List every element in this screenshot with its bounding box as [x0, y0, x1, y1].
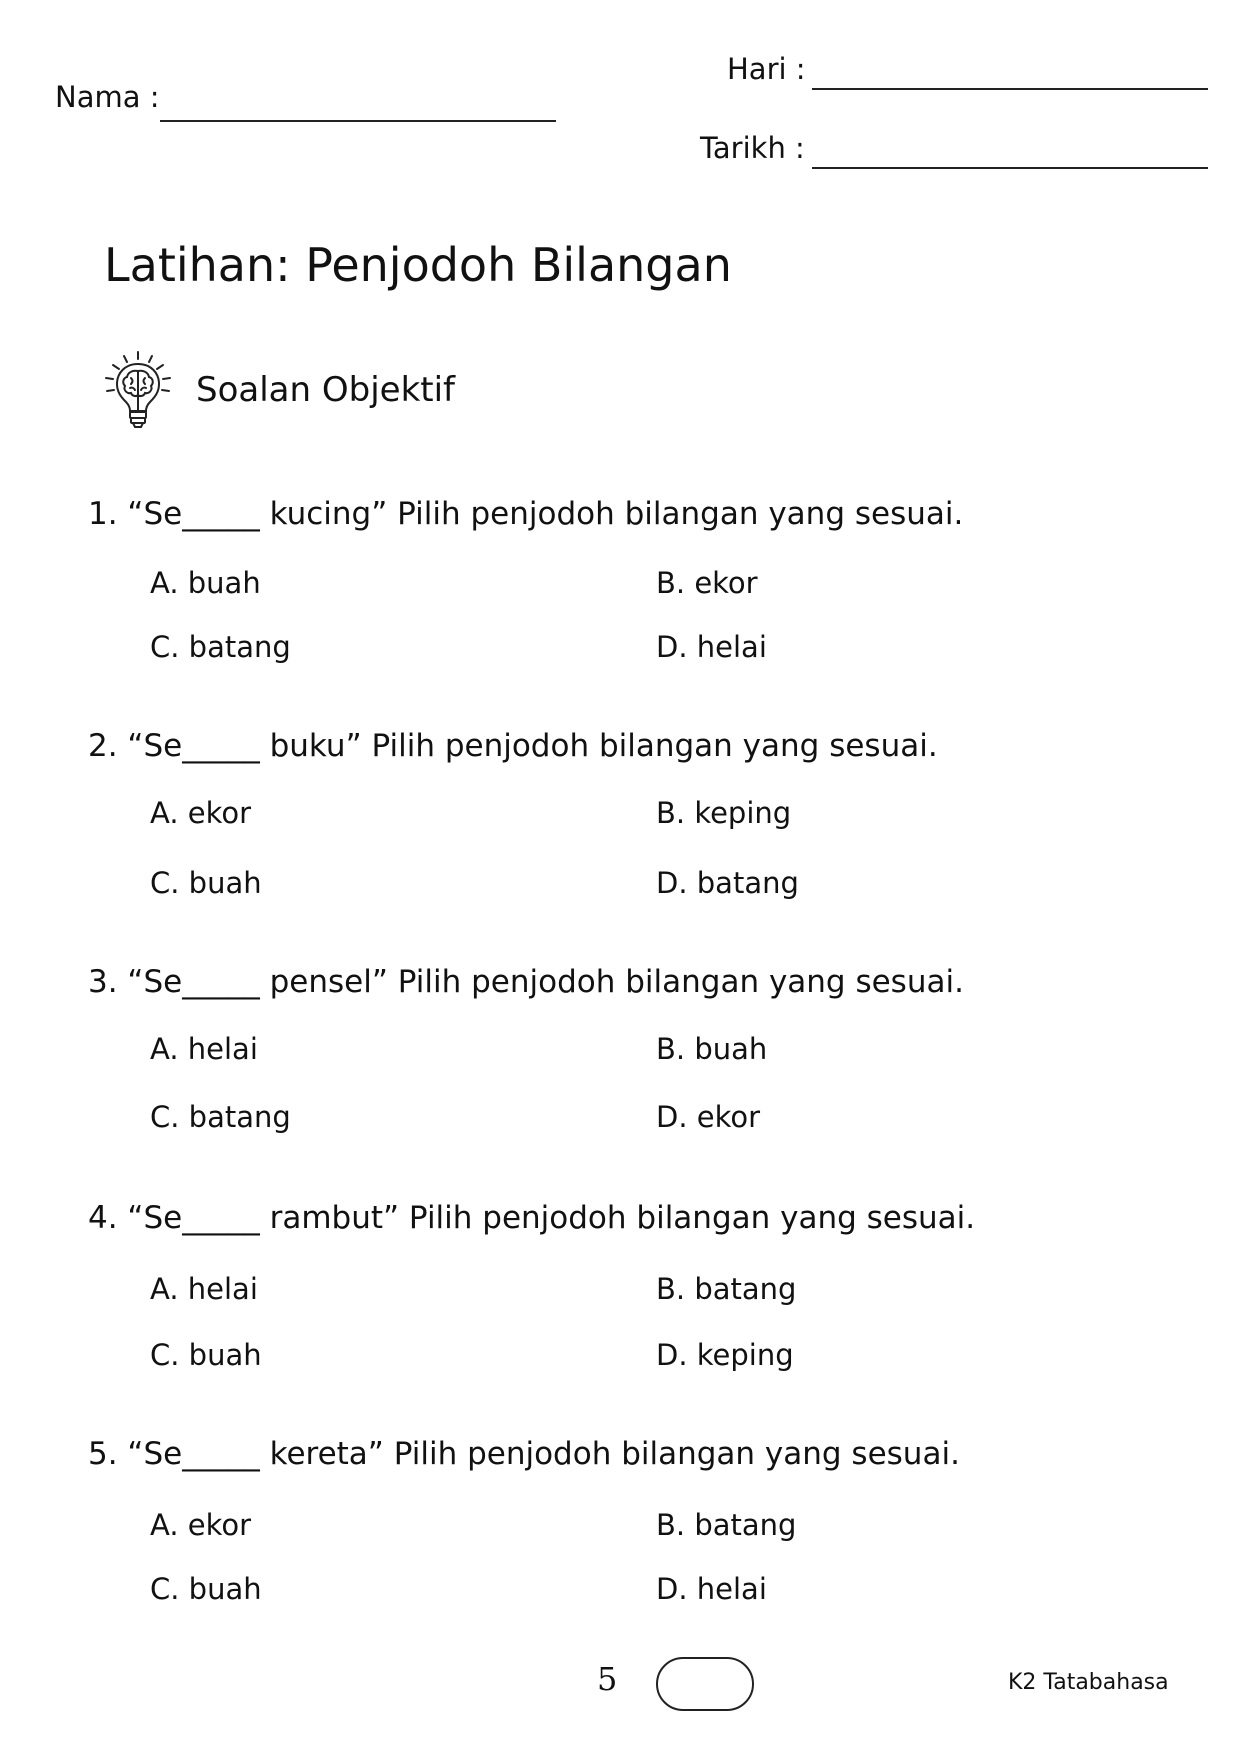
- question-5-option-d[interactable]: D. helai: [656, 1572, 767, 1606]
- question-3-option-c[interactable]: C. batang: [150, 1100, 291, 1134]
- hari-field[interactable]: [812, 88, 1208, 90]
- question-5-option-a[interactable]: A. ekor: [150, 1508, 252, 1542]
- footer-tag: K2 Tatabahasa: [1008, 1670, 1169, 1695]
- question-1-option-b[interactable]: B. ekor: [656, 566, 758, 600]
- question-3-option-a[interactable]: A. helai: [150, 1032, 258, 1066]
- question-4-option-b[interactable]: B. batang: [656, 1272, 797, 1306]
- question-1-text: 1. “Se_____ kucing” Pilih penjodoh bilangan yang sesuai.: [88, 496, 964, 532]
- question-2-option-a[interactable]: A. ekor: [150, 796, 252, 830]
- page-number: 5: [597, 1660, 618, 1698]
- question-4-option-a[interactable]: A. helai: [150, 1272, 258, 1306]
- question-1-option-d[interactable]: D. helai: [656, 630, 767, 664]
- question-4-option-d[interactable]: D. keping: [656, 1338, 794, 1372]
- page-title: Latihan: Penjodoh Bilangan: [104, 238, 732, 292]
- hari-label: Hari :: [727, 52, 806, 86]
- question-2-option-d[interactable]: D. batang: [656, 866, 799, 900]
- page-oval: [656, 1657, 754, 1711]
- question-2-option-c[interactable]: C. buah: [150, 866, 262, 900]
- question-1-option-a[interactable]: A. buah: [150, 566, 261, 600]
- nama-field[interactable]: [160, 120, 556, 122]
- question-4-text: 4. “Se_____ rambut” Pilih penjodoh bilangan yang sesuai.: [88, 1200, 976, 1236]
- question-2-option-b[interactable]: B. keping: [656, 796, 792, 830]
- tarikh-field[interactable]: [812, 167, 1208, 169]
- question-4-option-c[interactable]: C. buah: [150, 1338, 262, 1372]
- question-5-option-c[interactable]: C. buah: [150, 1572, 262, 1606]
- lightbulb-brain-icon: [100, 350, 176, 430]
- question-5-option-b[interactable]: B. batang: [656, 1508, 797, 1542]
- question-3-option-d[interactable]: D. ekor: [656, 1100, 761, 1134]
- question-1-option-c[interactable]: C. batang: [150, 630, 291, 664]
- question-3-text: 3. “Se_____ pensel” Pilih penjodoh bilangan yang sesuai.: [88, 964, 964, 1000]
- section-heading: Soalan Objektif: [196, 370, 456, 410]
- nama-label: Nama :: [55, 80, 160, 114]
- question-3-option-b[interactable]: B. buah: [656, 1032, 768, 1066]
- question-2-text: 2. “Se_____ buku” Pilih penjodoh bilangan yang sesuai.: [88, 728, 938, 764]
- tarikh-label: Tarikh :: [700, 131, 805, 165]
- question-5-text: 5. “Se_____ kereta” Pilih penjodoh bilangan yang sesuai.: [88, 1436, 960, 1472]
